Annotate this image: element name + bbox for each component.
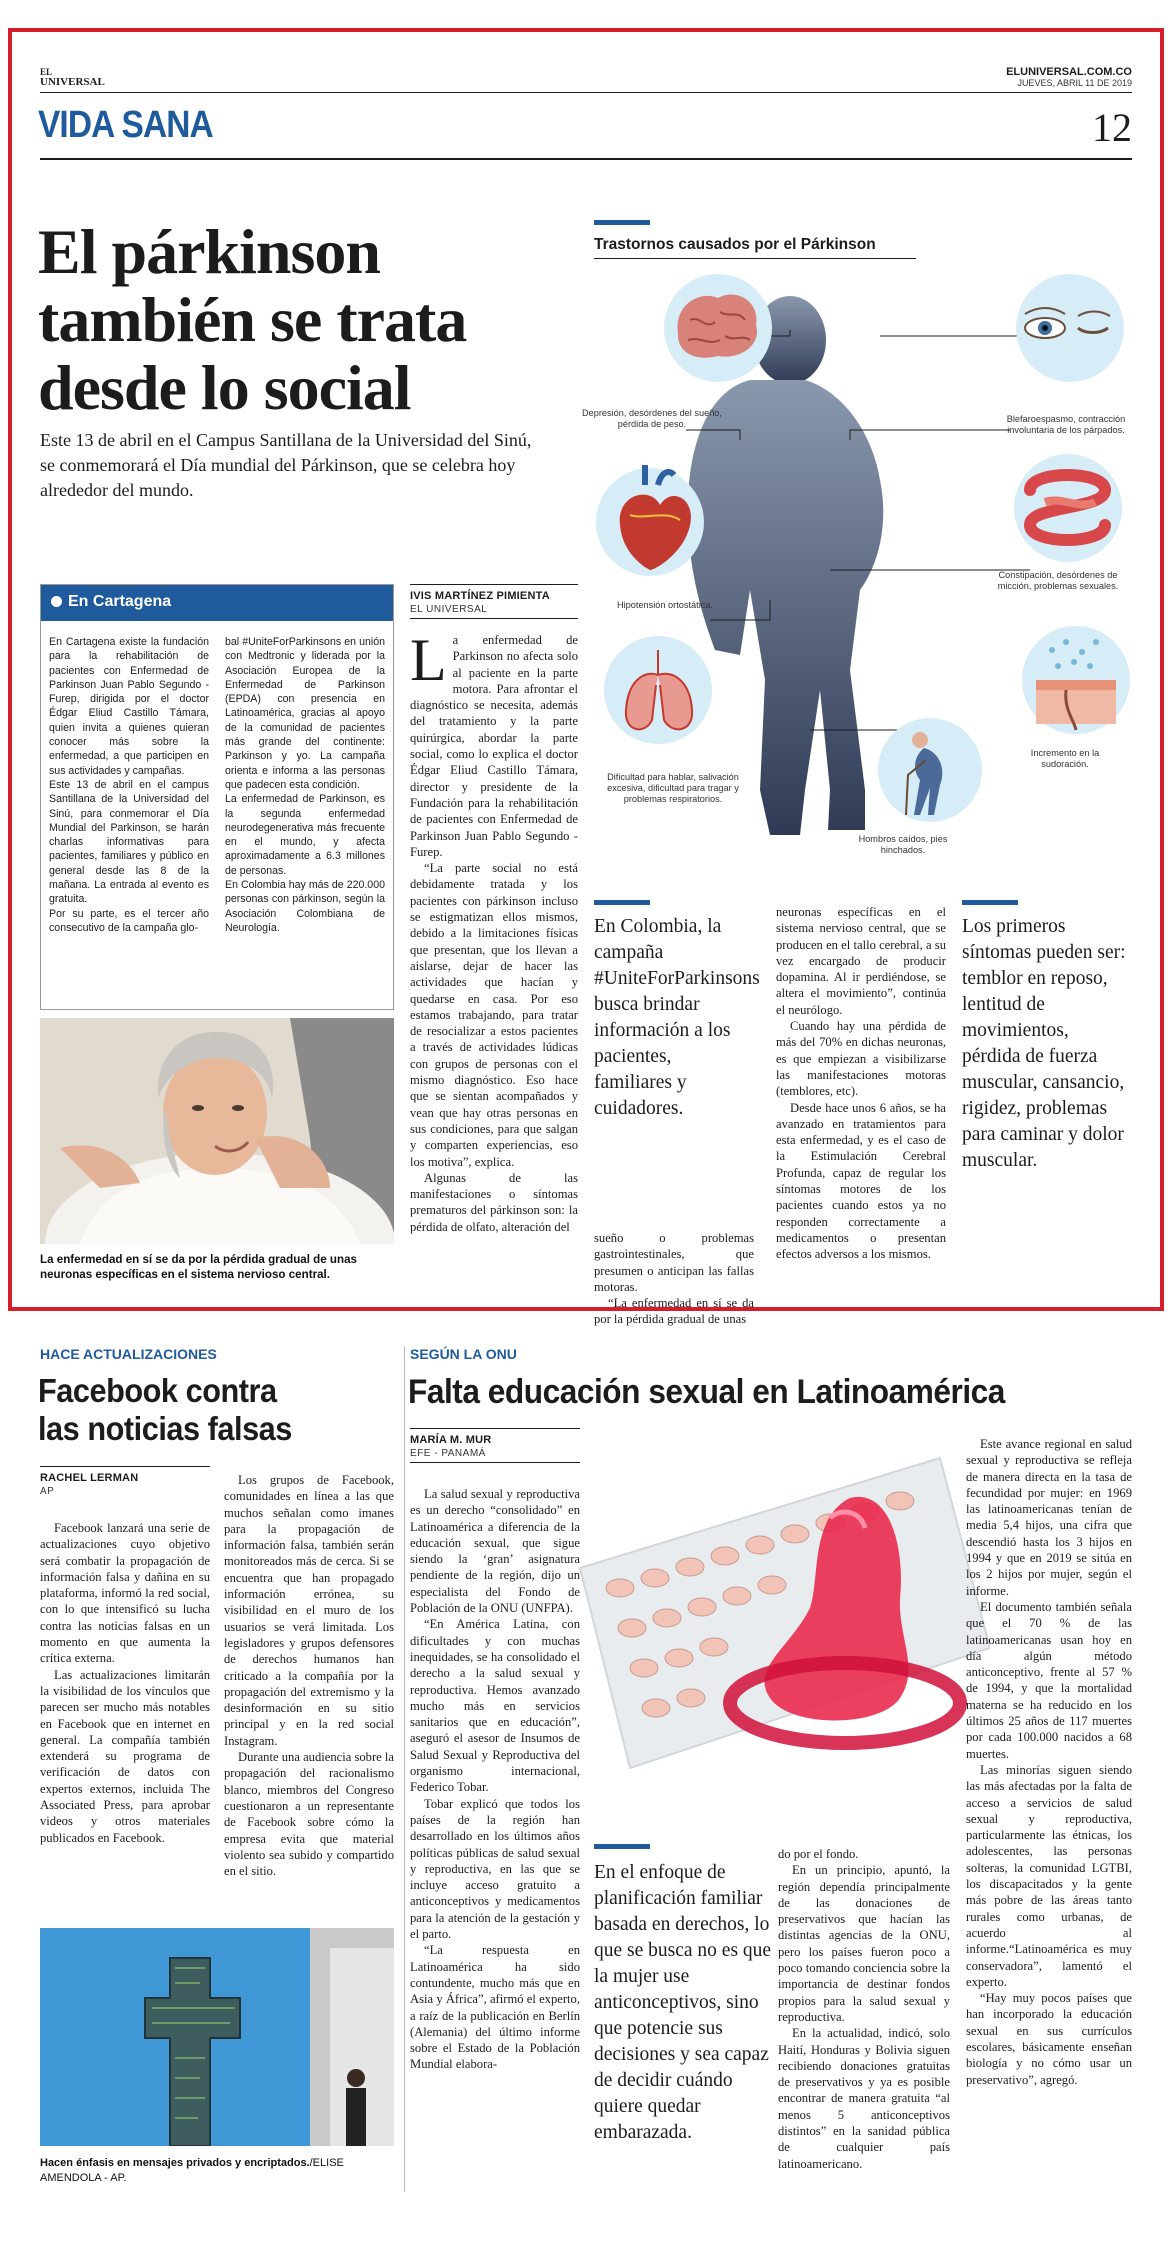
cartagena-box-header: En Cartagena	[41, 585, 393, 621]
onu-column-1: La salud sexual y reproductiva es un derecho “consolidado” en Latinoamérica a diferencia de la educación sexual, que sigue siendo la ‘gran’ asignatura pendiente de la región, dijo un especialista del Fondo de Población de la ONU (UNFPA). “En América Latina, con dificultades y con muchas inequidades, se ha consolidado el derecho a la salud sexual y reproductiva. Hemos avanzado mucho más en servicios sanitarios que en educación”, aseguró el asesor de Insumos de Salud Sexual y Reproductiva del organismo internacional, Federico Tobar. Tobar explicó que todos los países de la región han desarrollado en los últimos años políticas públicas de salud sexual y reproductiva, en las que se incluye acceso gratuito a anticonceptivos y medicamentos para la atención de la gestación y el parto. “La respuesta en Latinoamérica ha sido contundente, mucho más que en Asia y África”, afirmó el experto, a raíz de la publicación en Berlín (Alemania) del último informe sobre el Estado de la Población Mundial elabora-	[410, 1487, 580, 2072]
label-eye: Blefaroespasmo, contracción involuntaria de los párpados.	[1006, 414, 1126, 435]
byline-rule-onu	[410, 1428, 580, 1429]
infographic-title: Trastornos causados por el Párkinson	[594, 236, 876, 253]
article-column-main: La enfermedad de Parkinson no afecta solo al paciente en la parte motora. Para afrontar el diagnóstico se necesita, además del tratamiento y la parte quirúrgica, abordar la parte social, como lo explica el doctor Édgar Eliud Castillo Támara, director y presidente de la Fundación para la rehabilitación de pacientes con Enfermedad de Parkinson Juan Pablo Segundo - Furep. “La parte social no está debidamente tratada y los pacientes con párkinson incluso se estigmatizan ellos mismos, debido a la limitaciones físicas que presentan, que los llevan a aislarse, dejar de hacer las actividades que hacían y quedarse en casa. Por eso estamos trabajando, para tratar de resocializar a estos pacientes a través de actividades lúdicas con grupos de personas con el mismo diagnóstico. Eso hace que se sientan acompañados y vean que hay otras personas en sus condiciones, para que salgan y comparten experiencias, eso los motiva”, explica. Algunas de las manifestaciones o síntomas prematuros del párkinson son: la pérdida de olfato, alteración del	[410, 627, 578, 1234]
column-divider	[404, 1346, 405, 2192]
page-number: 12	[1092, 105, 1132, 150]
pull-quote-onu-accent	[594, 1844, 650, 1849]
section-title: VIDA SANA	[38, 104, 213, 146]
article-headline: El párkinson también se trata desde lo social	[38, 216, 467, 423]
label-intestine: Constipación, desórdenes de micción, problemas sexuales.	[997, 570, 1119, 591]
infographic-title-rule	[594, 258, 916, 259]
outlet-facebook: AP	[40, 1486, 55, 1497]
article-column-b: sueño o problemas gastrointestinales, que presumen o anticipan las fallas motoras. “La enfermedad en sí se da por la pérdida gradual de unas	[594, 1231, 754, 1327]
masthead-right	[1006, 66, 1132, 88]
author-onu: MARÍA M. MUR	[410, 1434, 492, 1446]
drop-cap: L	[410, 627, 447, 693]
facebook-column-1: Facebook lanzará una serie de actualizaciones cuyo objetivo será combatir la propagación de información falsa y dañina en su plataforma, informó la red social, con lo que intensificó su lucha contra las noticias falsas en un momento en que aumenta la crítica externa. Las actualizaciones limitarán la visibilidad de los vínculos que parecen ser mucho más notables en Facebook que en internet en general. La compañía también extenderá su programa de verificación de datos con expertos externos, incluida The Associated Press, para aprobar videos y otros materiales publicados en Facebook.	[40, 1521, 210, 1845]
byline-rule	[410, 584, 578, 585]
label-skin: Incremento en la sudoración.	[1030, 748, 1100, 769]
author-outlet: EL UNIVERSAL	[410, 604, 488, 615]
facebook-column-2: Los grupos de Facebook, comunidades en línea a las que muchos señalan como imanes para la propagación de información falsa, también serán monitoreados más de cerca. Si se encuentra que han propagado información errónea, su visibilidad en el muro de los usuarios se verá limitada. Los legisladores y grupos defensores de derechos humanos han criticado a la compañía por la propagación del extremismo y la desinformación en su sitio principal y en la red social Instagram. Durante una audiencia sobre la propagación del racionalismo blanco, miembros del Congreso cuestionaron a un representante de Facebook sobre cómo la empresa evita que material violento sea subido y compartido en el sitio.	[224, 1473, 394, 1879]
label-heart: Hipotensión ortostática.	[616, 600, 713, 610]
article-column-c: neuronas específicas en el sistema nervioso central, que se producen en el tallo cerebral, a su vez encargado de producir dopamina. Al ir perdiéndose, se altera el movimiento”, continúa el neurólogo. Cuando hay una pérdida de más del 70% en dichas neuronas, es que empiezan a visibilizarse las manifestaciones motoras (temblores, etc). Desde hace unos 6 años, se ha avanzado en tratamientos para esta enfermedad, y es el caso de la Estimulación Cerebral Profunda, capaz de regular los síntomas motores de los pacientes cuando estos ya no responden correctamente a medicamentos o presentan efectos adversos a los mismos.	[776, 905, 946, 1262]
pull-quote-symptoms: Los primeros síntomas pueden ser: temblor en reposo, lentitud de movimientos, pérdida de fuerza muscular, cansancio, rigidez, problemas para caminar y dolor muscular.	[962, 916, 1126, 1171]
masthead-rule	[40, 92, 1132, 93]
label-brain: Depresión, desórdenes del sueño, pérdida de peso.	[582, 408, 722, 429]
byline-rule-bottom	[410, 618, 578, 619]
onu-column-4: Este avance regional en salud sexual y reproductiva se refleja de manera directa en la tasa de fecundidad por mujer: en 1969 las latinoamericanas tenían de media 5,4 hijos, una cifra que descendió hasta los 3 hijos en 1994 y que en 2019 se sitúa en los 2 hijos por mujer, según el informe. El documento también señala que el 70 % de las latinoamericanas usan hoy en día algún método anticonceptivo, frente al 57 % de 1994, y que la mortalidad materna se ha reducido en los últimos 25 años de 117 muertes por cada 100.000 nacidos a 68 muertes. Las minorías siguen siendo las más afectadas por la falta de acceso a servicios de salud sexual y reproductiva, particularmente las étnicas, los adolescentes, las personas solteras, la comunidad LGTBI, los discapacitados y la gente más pobre de las áreas tanto rurales como urbanas, de acuerdo al informe.“Latinoamérica es muy conservadora”, lamentó el experto. “Hay muy pocos países que han incorporado la educación sexual en sus currículos escolares, básicamente enseñan biología y no cómo usar un preservativo”, agregó.	[966, 1437, 1132, 2087]
article-dek: Este 13 de abril en el Campus Santillana de la Universidad del Sinú, se conmemorará el Día mundial del Párkinson, que se celebra hoy alrededor del mundo.	[40, 430, 532, 500]
outlet-onu: EFE - PANAMÁ	[410, 1448, 486, 1459]
bullet-icon	[51, 596, 62, 607]
cartagena-box-col2: bal #UniteForParkinsons en unión con Medtronic y liderada por la Asociación Europea de la Enfermedad de Parkinson (EPDA) con presencia en Latinoamérica, gracias al apoyo de la comunidad de pacientes más grande del continente: Parkinson y yo. La campaña orienta e informa a las personas que padecen esta condición. La enfermedad de Parkinson, es la segunda enfermedad neurodegenerativa más frecuente en el mundo, y afecta aproximadamente a 6.3 millones de personas. En Colombia hay más de 220.000 personas con párkinson, según la Asociación Colombiana de Neurología.	[225, 636, 385, 934]
cartagena-box-col1: En Cartagena existe la fundación para la rehabilitación de pacientes con Enfermedad de Parkinson Juan Pablo Segundo - Furep, dirigida por el doctor Édgar Eliud Castillo Támara, quien invita a quienes quieran conocer más sobre la enfermedad, a que participen en sus actividades y campañas. Este 13 de abril en el campus Santillana de la Universidad del Sinú, para conmemorar el Día Mundial del Parkinson, se harán charlas informativas para pacientes, familiares y público en general desde las 8 de la mañana. La entrada al evento es gratuita. Por su parte, es el tercer año consecutivo de la campaña glo-	[49, 636, 209, 934]
pull-quote-accent	[594, 900, 650, 905]
label-lungs: Dificultad para hablar, salivación excesiva, dificultad para tragar y problemas respiratorios.	[607, 772, 739, 804]
cartagena-box	[40, 584, 394, 1010]
facebook-photo-caption: Hacen énfasis en mensajes privados y encriptados./ELISE AMENDOLA - AP.	[40, 2157, 344, 2184]
author-name: IVIS MARTÍNEZ PIMIENTA	[410, 590, 550, 602]
pull-quote-onu: En el enfoque de planificación familiar basada en derechos, lo que se busca no es que la mujer use anticonceptivos, sino que potencie sus decisiones y sea capaz de decidir cuándo quiere quedar embarazada.	[594, 1862, 772, 2143]
kicker-facebook: HACE ACTUALIZACIONES	[40, 1346, 217, 1362]
elderly-woman-photo	[40, 1018, 394, 1244]
label-man: Hombros caídos, pies hinchados.	[858, 834, 948, 855]
contraceptives-photo	[560, 1448, 990, 1788]
pull-quote-colombia: En Colombia, la campaña #UniteForParkinsons busca brindar información a los pacientes, familiares y cuidadores.	[594, 916, 760, 1119]
author-facebook: RACHEL LERMAN	[40, 1472, 139, 1484]
facebook-logo-photo	[40, 1928, 394, 2146]
onu-column-3: do por el fondo. En un principio, apuntó, la región dependía principalmente de las donaciones de preservativos que hacían las distintas agencias de la ONU, pero los países fueron poco a poco tomando conciencia sobre la importancia de destinar fondos propios para la salud sexual y reproductiva. En la actualidad, indicó, solo Haití, Honduras y Bolivia siguen recibiendo donaciones gratuitas de preservativos y ya es posible encontrar de manera gratuita “al menos 5 anticonceptivos distintos” en la sanidad pública de cualquier país latinoamericano.	[778, 1847, 950, 2171]
section-rule	[40, 158, 1132, 160]
infographic-accent	[594, 220, 650, 225]
kicker-onu: SEGÚN LA ONU	[410, 1346, 517, 1362]
headline-facebook: Facebook contra las noticias falsas	[38, 1372, 292, 1447]
headline-onu: Falta educación sexual en Latinoamérica	[408, 1373, 1005, 1411]
newspaper-logo: EL UNIVERSAL	[40, 67, 105, 88]
site-url: ELUNIVERSAL.COM.CO	[1006, 66, 1132, 78]
photo-caption: La enfermedad en sí se da por la pérdida gradual de unas neuronas específicas en el sistema nervioso central.	[40, 1253, 357, 1281]
byline-rule-onu-bottom	[410, 1462, 580, 1463]
issue-date: JUEVES, ABRIL 11 DE 2019	[1017, 78, 1132, 88]
byline-rule-facebook	[40, 1466, 210, 1467]
pull-quote-symptoms-accent	[962, 900, 1018, 905]
